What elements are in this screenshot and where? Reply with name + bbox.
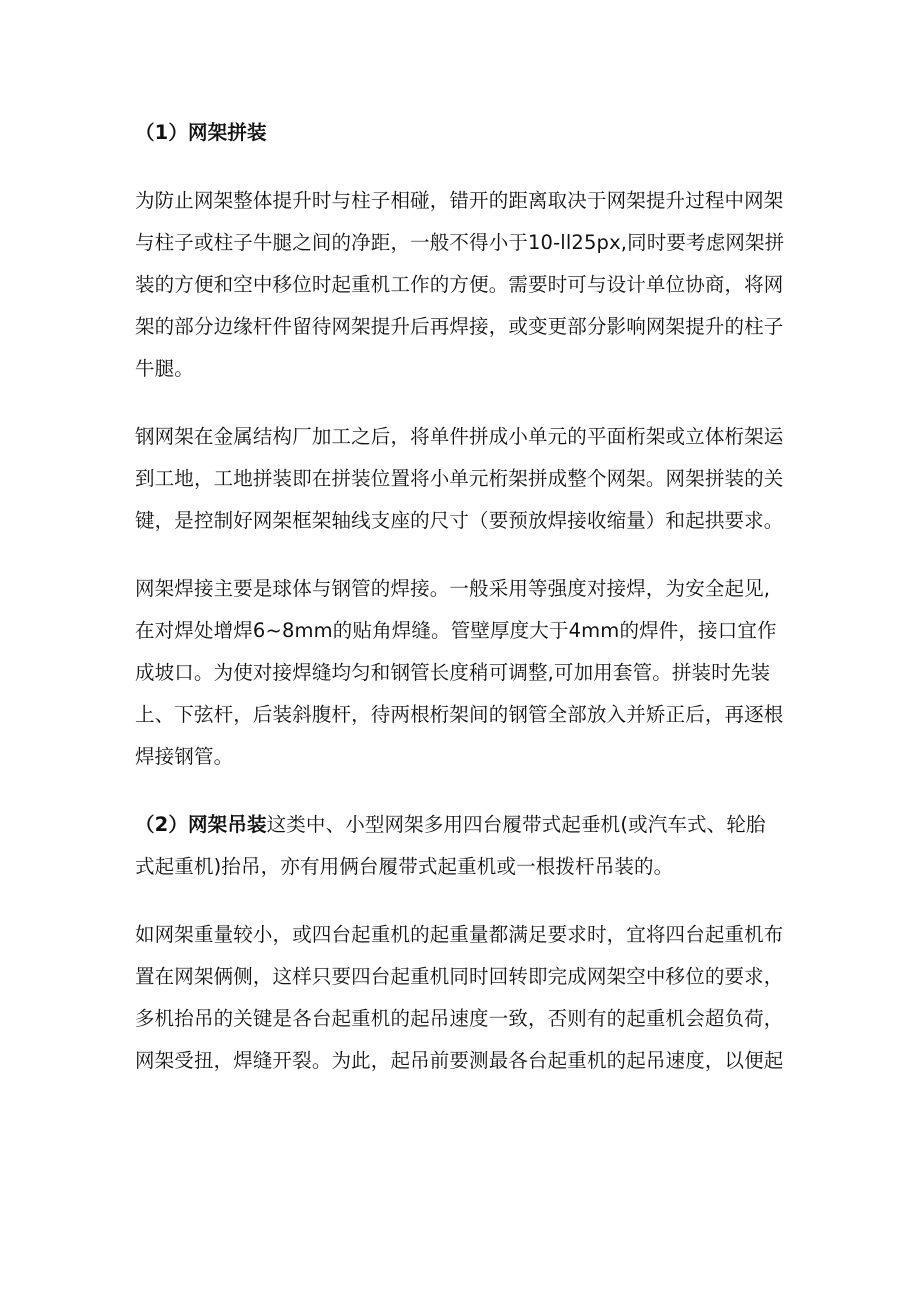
paragraph-line: 上、下弦杆，后装斜腹杆，待两根桁架间的钢管全部放入并矫正后，再逐根 (135, 703, 784, 726)
paragraph-1 (135, 180, 800, 390)
paragraph-line: 牛腿。 (135, 357, 194, 380)
paragraph-3 (135, 568, 800, 778)
section-2-intro (135, 804, 800, 888)
paragraph-line: 装的方便和空中移位时起重机工作的方便。需要时可与设计单位协商，将网 (135, 273, 784, 296)
paragraph-line: 为防止网架整体提升时与柱子相碰，错开的距离取决于网架提升过程中网架 (135, 189, 784, 212)
section-2-heading-rest: 这类中、小型网架多用四台履带式起垂机(或汽车式、轮胎 (266, 813, 766, 836)
paragraph-line: 多机抬吊的关键是各台起重机的起吊速度一致，否则有的起重机会超负荷， (135, 1007, 784, 1030)
paragraph-line: 架的部分边缘杆件留待网架提升后再焊接，或变更部分影响网架提升的柱子 (135, 315, 784, 338)
paragraph-line: 成坡口。为使对接焊缝均匀和钢管长度稍可调整,可加用套管。拼装时先装 (135, 661, 771, 684)
paragraph-line: 键，是控制好网架框架轴线支座的尺寸（要预放焊接收缩量）和起拱要求。 (135, 509, 784, 532)
paragraph-line: 与柱子或柱子牛腿之间的净距，一般不得小于10-ll25px,同时要考虑网架拼 (135, 231, 785, 254)
document-body (135, 112, 800, 1082)
paragraph-line: 如网架重量较小，或四台起重机的起重量都满足要求时，宜将四台起重机布 (135, 923, 784, 946)
paragraph-2 (135, 416, 800, 542)
paragraph-line: 式起重机)抬吊，亦有用俩台履带式起重机或一根拨杆吊装的。 (135, 855, 674, 878)
paragraph-line: 网架受扭，焊缝开裂。为此，起吊前要测最各台起重机的起吊速度，以便起 (135, 1049, 784, 1072)
section-1-heading: （1）网架拼装 (135, 121, 267, 144)
paragraph-line: 置在网架俩侧，这样只要四台起重机同时回转即完成网架空中移位的要求， (135, 965, 784, 988)
paragraph-line: 到工地，工地拼装即在拼装位置将小单元桁架拼成整个网架。网架拼装的关 (135, 467, 784, 490)
section-2-heading-line (135, 804, 800, 846)
paragraph-line: 钢网架在金属结构厂加工之后，将单件拼成小单元的平面桁架或立体桁架运 (135, 425, 784, 448)
paragraph-line: 焊接钢管。 (135, 745, 234, 768)
section-2-heading: （2）网架吊装 (135, 813, 267, 836)
paragraph-4 (135, 914, 800, 1082)
paragraph-line: 在对焊处增焊6~8mm的贴角焊缝。管壁厚度大于4mm的焊件，接口宜作 (135, 619, 777, 642)
paragraph-line: 网架焊接主要是球体与钢管的焊接。一般采用等强度对接焊，为安全起见, (135, 577, 771, 600)
